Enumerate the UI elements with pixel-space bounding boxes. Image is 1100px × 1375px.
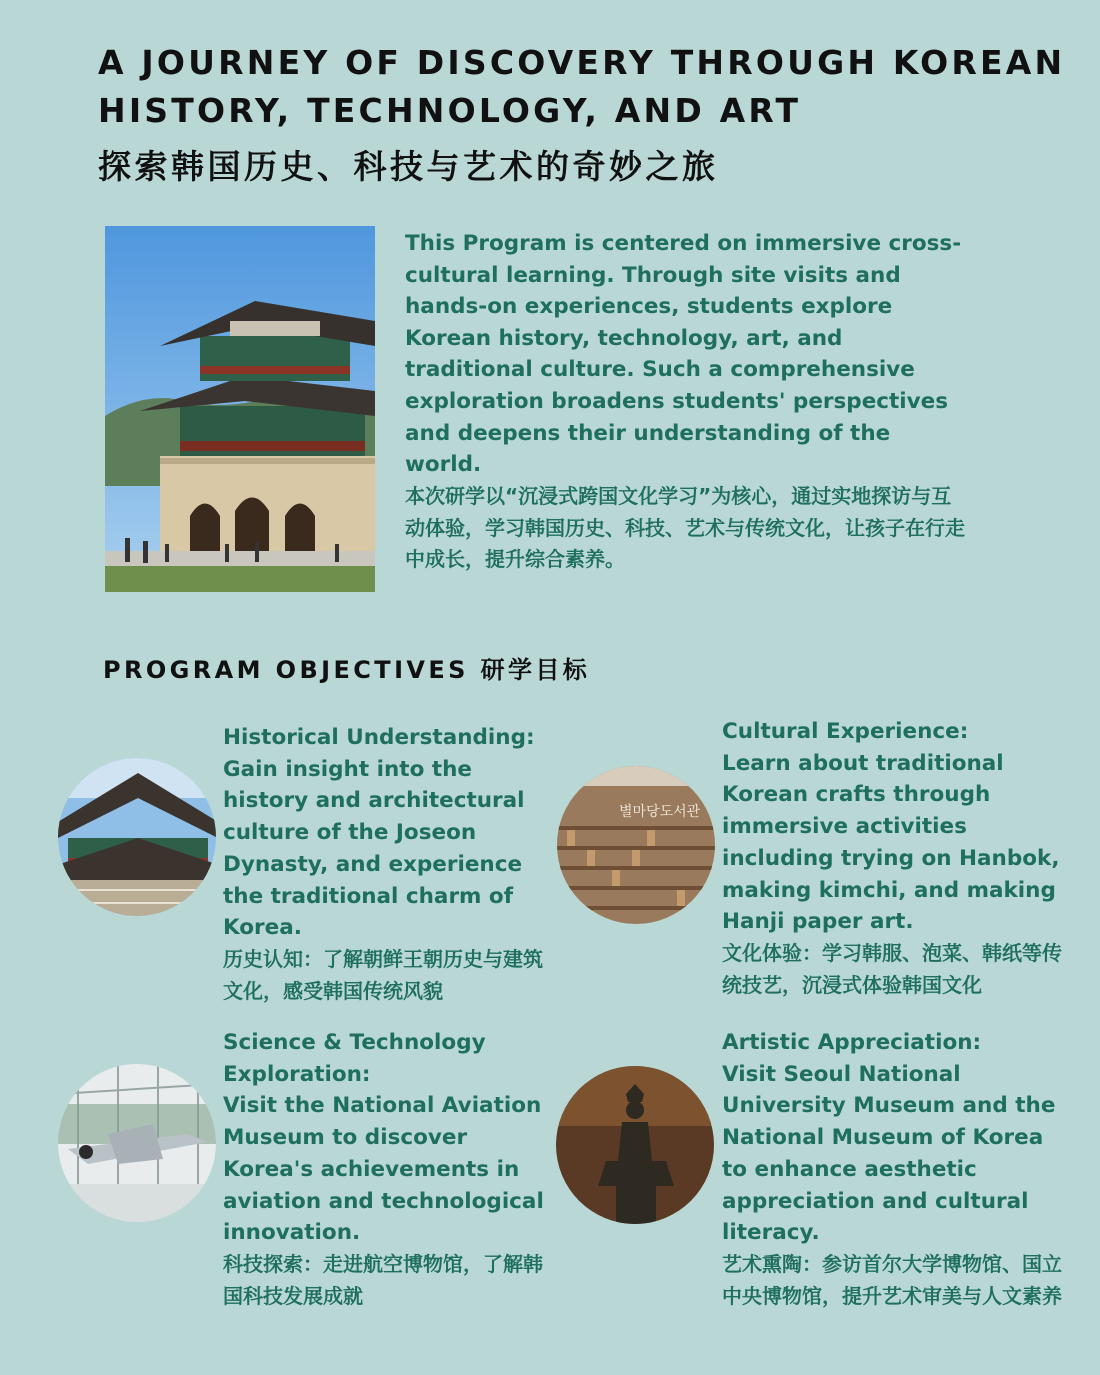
- objective-art: [722, 1027, 1062, 1312]
- objective-history: [223, 722, 553, 1007]
- title-line-1: A JOURNEY OF DISCOVERY THROUGH KOREAN: [98, 43, 1066, 82]
- objective-culture-zh: 文化体验：学习韩服、泡菜、韩纸等传统技艺，沉浸式体验韩国文化: [722, 940, 1062, 997]
- intro-text-en: This Program is centered on immersive cross-cultural learning. Through site visits and hands-on experiences, students explore Korean history, technology, art, and traditional culture. Such a comprehensive exploration broadens students' perspectives and deepens their understanding of the world.: [405, 231, 962, 478]
- objective-culture-title: Cultural Experience:: [722, 719, 969, 744]
- palace-circle-photo: [58, 758, 216, 916]
- objective-history-zh: 历史认知：了解朝鲜王朝历史与建筑文化，感受韩国传统风貌: [223, 946, 543, 1003]
- objective-technology-zh: 科技探索：走进航空博物馆，了解韩国科技发展成就: [223, 1251, 543, 1308]
- objective-culture-en: Learn about traditional Korean crafts through immersive activities including trying on Hanbok, making kimchi, and making Hanji paper art.: [722, 750, 1060, 935]
- objective-technology-title: Science & Technology Exploration:: [223, 1030, 486, 1087]
- statue-circle-photo: [556, 1066, 714, 1224]
- hero-gate-photo: [105, 226, 375, 592]
- objective-history-en: Gain insight into the history and architectural culture of the Joseon Dynasty, and experience the traditional charm of Korea.: [223, 756, 525, 941]
- intro-text-zh: 本次研学以“沉浸式跨国文化学习”为核心，通过实地探访与互动体验，学习韩国历史、科技、艺术与传统文化，让孩子在行走中成长，提升综合素养。: [405, 484, 965, 572]
- library-circle-photo: [557, 766, 715, 924]
- page-title-en: [98, 40, 1078, 136]
- objective-art-en: Visit Seoul National University Museum and the National Museum of Korea to enhance aesthetic appreciation and cultural literacy.: [722, 1061, 1056, 1246]
- objective-technology: [223, 1027, 553, 1312]
- aviation-circle-photo: [58, 1064, 216, 1222]
- page-title-zh: 探索韩国历史、科技与艺术的奇妙之旅: [98, 147, 719, 186]
- objective-history-title: Historical Understanding:: [223, 725, 535, 750]
- title-line-2: HISTORY, TECHNOLOGY, AND ART: [98, 91, 802, 130]
- objective-art-title: Artistic Appreciation:: [722, 1030, 982, 1055]
- objectives-heading: PROGRAM OBJECTIVES 研学目标: [103, 656, 591, 684]
- objective-technology-en: Visit the National Aviation Museum to discover Korea's achievements in aviation and technological innovation.: [223, 1093, 544, 1246]
- library-sign-text: 별마당도서관: [619, 804, 701, 820]
- objective-art-zh: 艺术熏陶：参访首尔大学博物馆、国立中央博物馆，提升艺术审美与人文素养: [722, 1251, 1062, 1308]
- objective-culture: [722, 716, 1072, 1001]
